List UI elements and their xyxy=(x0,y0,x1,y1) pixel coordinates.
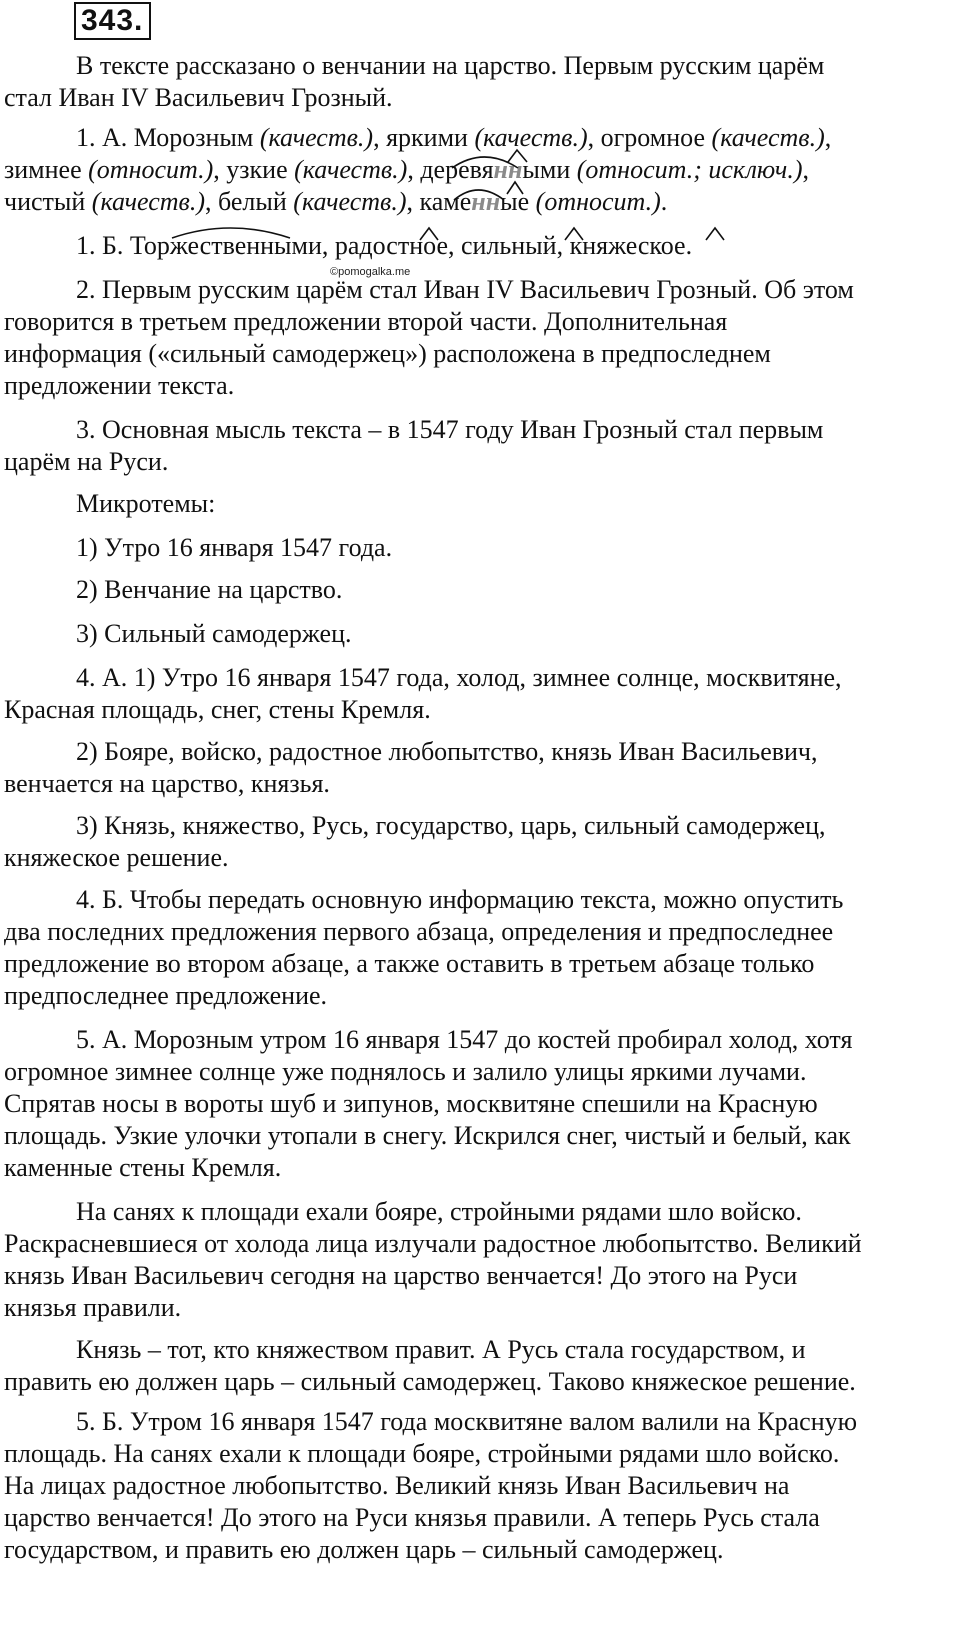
text-line: 1) Утро 16 января 1547 года. xyxy=(76,533,393,562)
text-line: 2) Бояре, войско, радостное любопытство, князь Иван Васильевич, xyxy=(76,737,818,766)
text-line: предложении текста. xyxy=(4,371,235,400)
text-line: 2. Первым русским царём стал Иван IV Васильевич Грозный. Об этом xyxy=(76,275,854,304)
task-5a-paragraph-2 xyxy=(4,1196,959,1324)
task-3-paragraph xyxy=(4,414,959,478)
text-line: Раскрасневшиеся от холода лица излучали радостное любопытство. Великий xyxy=(4,1229,862,1258)
text-line: царство венчается! До этого на Руси князья правили. А теперь Русь стала xyxy=(4,1503,820,1532)
text-line: площадь. Узкие улочки утопали в снегу. Искрился снег, чистый и белый, как xyxy=(4,1121,851,1150)
text-line: 3. Основная мысль текста – в 1547 году Иван Грозный стал первым xyxy=(76,415,824,444)
text-line: каменные стены Кремля. xyxy=(4,1153,282,1182)
task-4a-paragraph xyxy=(4,662,959,726)
double-n-highlight: нн xyxy=(471,187,501,216)
text-line: Красная площадь, снег, стены Кремля. xyxy=(4,695,431,724)
task-2-paragraph xyxy=(4,274,959,402)
text-line: князь Иван Васильевич сегодня на царство венчается! До этого на Руси xyxy=(4,1261,798,1290)
text-line: 4. Б. Чтобы передать основную информацию текста, можно опустить xyxy=(76,885,844,914)
text-line: Князь – тот, кто княжеством правит. А Русь стала государством, и xyxy=(76,1335,806,1364)
task-5a-paragraph-3 xyxy=(4,1334,959,1398)
watermark: ©pomogalka.me xyxy=(330,266,411,278)
text-line: 3) Сильный самодержец. xyxy=(76,619,352,648)
text-line: предпоследнее предложение. xyxy=(4,981,328,1010)
text-line: 3) Князь, княжество, Русь, государство, царь, сильный самодержец, xyxy=(76,811,826,840)
text-line: 4. А. 1) Утро 16 января 1547 года, холод, зимнее солнце, москвитяне, xyxy=(76,663,842,692)
text-line: На санях к площади ехали бояре, стройными рядами шло войско. xyxy=(76,1197,802,1226)
microthemes-heading xyxy=(4,488,959,520)
text-line: два последних предложения первого абзаца, определения и предпоследнее xyxy=(4,917,834,946)
exercise-number: 343. xyxy=(74,2,151,40)
text-line: В тексте рассказано о венчании на царство. Первым русским царём xyxy=(76,51,825,80)
text-line: царём на Руси. xyxy=(4,447,169,476)
intro-paragraph xyxy=(4,50,959,114)
task-4b-paragraph xyxy=(4,884,959,1012)
text-line: стал Иван IV Васильевич Грозный. xyxy=(4,83,393,112)
double-n-highlight: нн xyxy=(493,155,523,184)
task-5a-paragraph xyxy=(4,1024,959,1184)
task-4a-paragraph-3 xyxy=(4,810,959,874)
text-line: огромное зимнее солнце уже поднялось и залило улицы яркими лучами. xyxy=(4,1057,807,1086)
microtheme-item xyxy=(4,618,959,650)
text-line: 1. А. Морозным (качеств.), яркими (качеств.), огромное (качеств.), xyxy=(76,123,832,152)
text-line: 5. А. Морозным утром 16 января 1547 до костей пробирал холод, хотя xyxy=(76,1025,853,1054)
text-line: 2) Венчание на царство. xyxy=(76,575,343,604)
microtheme-item xyxy=(4,532,959,564)
text-line: Спрятав носы в вороты шуб и зипунов, москвитяне спешили на Красную xyxy=(4,1089,818,1118)
text-line: княжеское решение. xyxy=(4,843,229,872)
text-line: говорится в третьем предложении второй части. Дополнительная xyxy=(4,307,728,336)
text-line: 5. Б. Утром 16 января 1547 года москвитяне валом валили на Красную xyxy=(76,1407,858,1436)
text-line: На лицах радостное любопытство. Великий князь Иван Васильевич на xyxy=(4,1471,790,1500)
text-line: предложение во втором абзаце, а также оставить в третьем абзаце только xyxy=(4,949,815,978)
text-line: зимнее (относит.), узкие (качеств.), деревянными (относит.; исключ.), xyxy=(4,155,809,184)
text-line: править ею должен царь – сильный самодержец. Таково княжеское решение. xyxy=(4,1367,856,1396)
text-line: 1. Б. Торжественными, радостное, сильный, княжеское. xyxy=(76,231,693,260)
task-4a-paragraph-2 xyxy=(4,736,959,800)
task-1b-paragraph xyxy=(4,230,959,262)
text-line: князья правили. xyxy=(4,1293,182,1322)
task-1a-paragraph xyxy=(4,122,959,218)
text-line: площадь. На санях ехали к площади бояре, стройными рядами шло войско. xyxy=(4,1439,840,1468)
text-line: Микротемы: xyxy=(76,489,216,518)
text-line: венчается на царство, князья. xyxy=(4,769,330,798)
text-line: информация («сильный самодержец») расположена в предпоследнем xyxy=(4,339,771,368)
text-line: чистый (качеств.), белый (качеств.), каменные (относит.). xyxy=(4,187,668,216)
text-line: государством, и править ею должен царь – сильный самодержец. xyxy=(4,1535,724,1564)
microtheme-item xyxy=(4,574,959,606)
task-5b-paragraph xyxy=(4,1406,959,1566)
